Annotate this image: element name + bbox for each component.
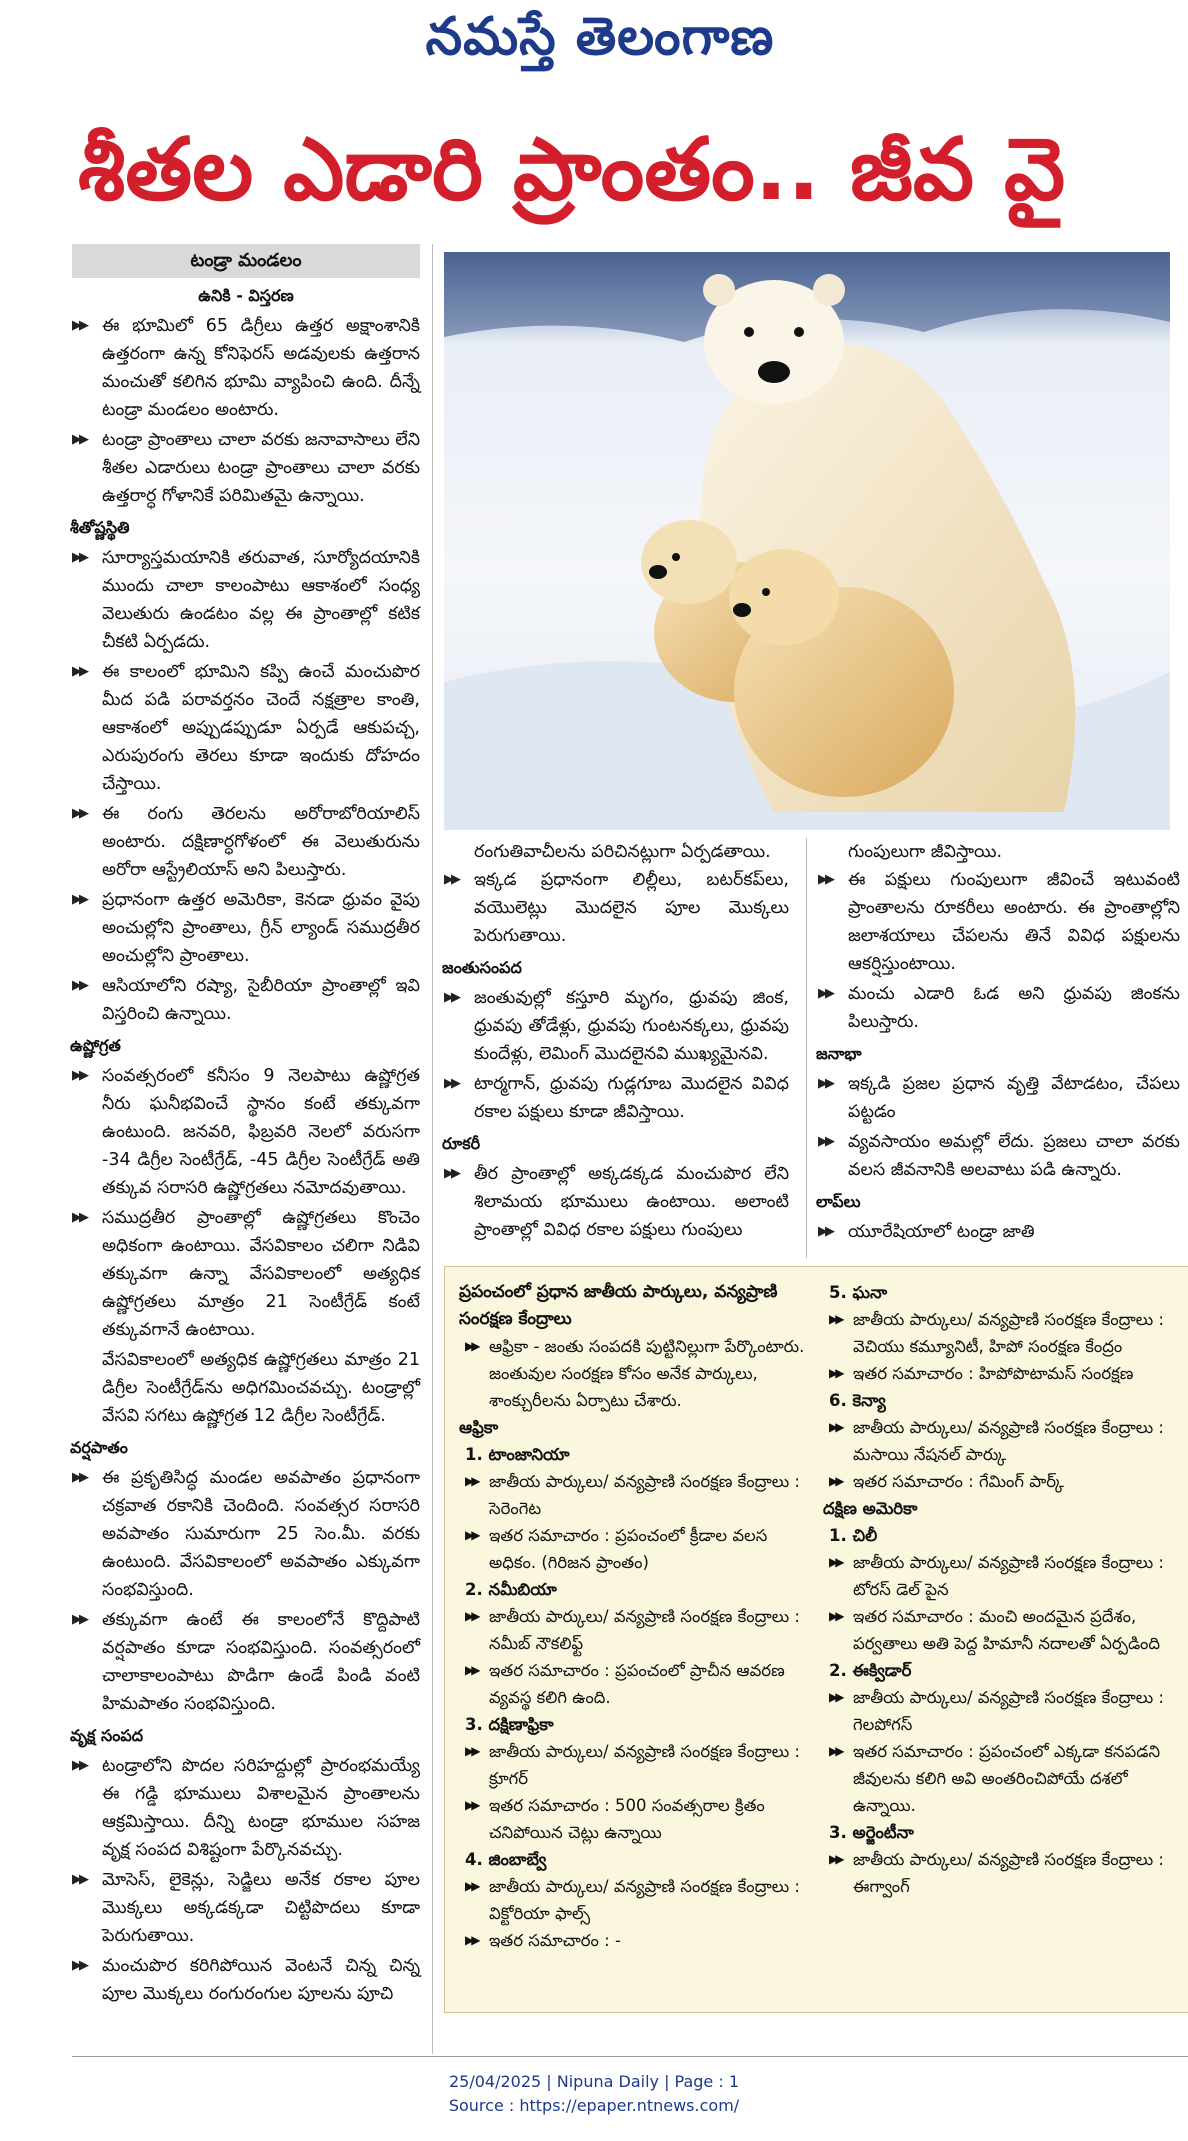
bullet-paragraph: ▶▶ ఇక్కడి ప్రజల ప్రధాన వృత్తి వేటాడటం, చేపలు పట్టడం bbox=[818, 1070, 1180, 1126]
bullet-paragraph: ▶▶ మంచుపొర కరిగిపోయిన వెంటనే చిన్న చిన్న పూల మొక్కలు రంగురంగుల పూలను పూచి bbox=[72, 1952, 420, 2008]
subheading: జనాభా bbox=[816, 1044, 862, 1063]
double-arrow-icon: ▶▶ bbox=[829, 1609, 842, 1623]
double-arrow-icon: ▶▶ bbox=[72, 1210, 86, 1225]
double-arrow-icon: ▶▶ bbox=[829, 1690, 842, 1704]
paragraph: రంగుతివాచీలను పరిచినట్లుగా ఏర్పడతాయి. bbox=[474, 842, 771, 862]
double-arrow-icon: ▶▶ bbox=[465, 1798, 478, 1812]
article-column-3 bbox=[818, 838, 1180, 1248]
double-arrow-icon: ▶▶ bbox=[72, 1958, 86, 1973]
bullet-paragraph: ▶▶ ఆసియాలోని రష్యా, సైబీరియా ప్రాంతాల్లో ఇవి విస్తరించి ఉన్నాయి. bbox=[72, 972, 420, 1028]
masthead-logo: నమస్తే తెలంగాణ bbox=[425, 6, 775, 67]
bullet-paragraph: ▶▶ జాతీయ పార్కులు/ వన్యప్రాణి సంరక్షణ కేంద్రాలు : మసాయి నేషనల్ పార్కు bbox=[823, 1414, 1175, 1468]
double-arrow-icon: ▶▶ bbox=[465, 1879, 478, 1893]
double-arrow-icon: ▶▶ bbox=[818, 872, 832, 887]
section-title: టండ్రా మండలం bbox=[72, 244, 420, 278]
bullet-paragraph: ▶▶ ఇతర సమాచారం : గేమింగ్ పార్క్ bbox=[823, 1468, 1175, 1495]
bullet-paragraph: ▶▶ సముద్రతీర ప్రాంతాల్లో ఉష్ణోగ్రతలు కొంచెం అధికంగా ఉంటాయి. వేసవికాలం చలిగా నిడివి తక్కువగా ఉన్నా వేసవికాలంలో అత్యధిక ఉష్ణోగ్రతలు మాత్రం 21 సెంటీగ్రేడ్ కంటే తక్కువగానే ఉంటాయి. bbox=[72, 1204, 420, 1344]
double-arrow-icon: ▶▶ bbox=[72, 432, 86, 447]
bullet-paragraph: ▶▶ టార్మగాన్, ధ్రువపు గుడ్లగూబ మొదలైన వివిధ రకాల పక్షులు కూడా జీవిస్తాయి. bbox=[444, 1070, 789, 1126]
double-arrow-icon: ▶▶ bbox=[818, 986, 832, 1001]
bullet-paragraph: ▶▶ ఈ పక్షులు గుంపులుగా జీవించే ఇటువంటి ప్రాంతాలను రూకరీలు అంటారు. ఈ ప్రాంతాల్లోని జలాశయాలు చేపలను తినే వివిధ పక్షులను ఆకర్షిస్తుంటాయి. bbox=[818, 866, 1180, 978]
footer-source-link[interactable]: Source : https://epaper.ntnews.com/ bbox=[448, 2096, 740, 2115]
subheading: ఉష్ణోగ్రత bbox=[70, 1036, 121, 1055]
subheading: ఉనికి - విస్తరణ bbox=[198, 286, 294, 305]
subheading: శీతోష్ణస్థితి bbox=[70, 518, 130, 537]
subheading: లాప్‌లు bbox=[816, 1192, 861, 1211]
double-arrow-icon: ▶▶ bbox=[829, 1312, 842, 1326]
double-arrow-icon: ▶▶ bbox=[72, 318, 86, 333]
double-arrow-icon: ▶▶ bbox=[444, 872, 458, 887]
country-heading: 5. ఘనా bbox=[829, 1283, 888, 1302]
column-divider bbox=[432, 244, 433, 2054]
bullet-paragraph: ▶▶ ఆఫ్రికా - జంతు సంపదకి పుట్టినిల్లుగా పేర్కొంటారు. జంతువుల సంరక్షణ కోసం అనేక పార్కులు, శాంక్చురీలను ఏర్పాటు చేశారు. bbox=[459, 1333, 811, 1414]
double-arrow-icon: ▶▶ bbox=[818, 1134, 832, 1149]
region-heading: ఆఫ్రికా bbox=[459, 1418, 499, 1437]
bullet-paragraph: ▶▶ ఇతర సమాచారం : - bbox=[459, 1927, 811, 1954]
bullet-paragraph: ▶▶ జాతీయ పార్కులు/ వన్యప్రాణి సంరక్షణ కేంద్రాలు : నమీబ్ నౌకలిఫ్ట్ bbox=[459, 1603, 811, 1657]
bullet-paragraph: ▶▶ సంవత్సరంలో కనీసం 9 నెలపాటు ఉష్ణోగ్రత నీరు ఘనీభవించే స్థానం కంటే తక్కువగా ఉంటుంది. జనవరి, ఫిబ్రవరి నెలలో వరుసగా -34 డిగ్రీల సెంటీగ్రేడ్, -45 డిగ్రీల సెంటీగ్రేడ్ అతి తక్కువ సరాసరి ఉష్ణోగ్రతలు నమోదవుతాయి. bbox=[72, 1062, 420, 1202]
country-heading: 2. నమీబియా bbox=[465, 1580, 557, 1599]
double-arrow-icon: ▶▶ bbox=[829, 1366, 842, 1380]
article-column-2 bbox=[444, 838, 789, 1246]
double-arrow-icon: ▶▶ bbox=[72, 892, 86, 907]
bullet-paragraph: ▶▶ జాతీయ పార్కులు/ వన్యప్రాణి సంరక్షణ కేంద్రాలు : సెరెంగెట bbox=[459, 1468, 811, 1522]
double-arrow-icon: ▶▶ bbox=[72, 1068, 86, 1083]
double-arrow-icon: ▶▶ bbox=[444, 1166, 458, 1181]
bullet-paragraph: ▶▶ జాతీయ పార్కులు/ వన్యప్రాణి సంరక్షణ కేంద్రాలు : విక్టోరియా ఫాల్స్ bbox=[459, 1873, 811, 1927]
info-box-title: ప్రపంచంలో ప్రధాన జాతీయ పార్కులు, వన్యప్రాణి సంరక్షణ కేంద్రాలు bbox=[459, 1282, 778, 1329]
footer-divider bbox=[72, 2056, 1188, 2057]
bullet-paragraph: ▶▶ ఇక్కడ ప్రధానంగా లిల్లీలు, బటర్‌కప్‌లు, వయొలెట్లు మొదలైన పూల మొక్కలు పెరుగుతాయి. bbox=[444, 866, 789, 950]
double-arrow-icon: ▶▶ bbox=[72, 1612, 86, 1627]
double-arrow-icon: ▶▶ bbox=[829, 1474, 842, 1488]
country-heading: 1. టాంజానియా bbox=[465, 1445, 570, 1464]
bullet-paragraph: ▶▶ సూర్యాస్తమయానికి తరువాత, సూర్యోదయానికి ముందు చాలా కాలంపాటు ఆకాశంలో సంధ్య వెలుతురు ఉండటం వల్ల ఈ ప్రాంతాల్లో కటిక చీకటి ఏర్పడదు. bbox=[72, 544, 420, 656]
double-arrow-icon: ▶▶ bbox=[465, 1609, 478, 1623]
double-arrow-icon: ▶▶ bbox=[444, 990, 458, 1005]
bullet-paragraph: ▶▶ ఈ భూమిలో 65 డిగ్రీలు ఉత్తర అక్షాంశానికి ఉత్తరంగా ఉన్న కోనిఫెరస్ అడవులకు ఉత్తరాన మంచుతో కలిగిన భూమి వ్యాపించి ఉంది. దీన్నే టండ్రా మండలం అంటారు. bbox=[72, 312, 420, 424]
subheading: వృక్ష సంపద bbox=[70, 1726, 143, 1745]
double-arrow-icon: ▶▶ bbox=[72, 1758, 86, 1773]
bullet-paragraph: ▶▶ జంతువుల్లో కస్తూరి మృగం, ధ్రువపు జింక, ధ్రువపు తోడేళ్లు, ధ్రువపు గుంటనక్కలు, ధ్రువపు కుందేళ్లు, లెమింగ్ మొదలైనవి ముఖ్యమైనవి. bbox=[444, 984, 789, 1068]
double-arrow-icon: ▶▶ bbox=[829, 1744, 842, 1758]
bullet-paragraph: ▶▶ మంచు ఎడారి ఓడ అని ధ్రువపు జింకను పిలుస్తారు. bbox=[818, 980, 1180, 1036]
bullet-paragraph: ▶▶ జాతీయ పార్కులు/ వన్యప్రాణి సంరక్షణ కేంద్రాలు : టోరస్ డెల్ పైన bbox=[823, 1549, 1175, 1603]
bullet-paragraph: ▶▶ జాతీయ పార్కులు/ వన్యప్రాణి సంరక్షణ కేంద్రాలు : ఈగ్వాంగ్ bbox=[823, 1846, 1175, 1900]
double-arrow-icon: ▶▶ bbox=[829, 1555, 842, 1569]
bullet-paragraph: ▶▶ జాతీయ పార్కులు/ వన్యప్రాణి సంరక్షణ కేంద్రాలు : క్రూగర్ bbox=[459, 1738, 811, 1792]
subheading: వర్షపాతం bbox=[70, 1438, 128, 1457]
double-arrow-icon: ▶▶ bbox=[444, 1076, 458, 1091]
info-box-column-1 bbox=[459, 1279, 811, 1954]
page-headline: శీతల ఎడారి ప్రాంతం.. జీవ వై bbox=[78, 120, 1066, 220]
info-box-national-parks bbox=[444, 1266, 1188, 2013]
country-heading: 2. ఈక్విడార్ bbox=[829, 1661, 912, 1680]
subheading: జంతుసంపద bbox=[442, 958, 522, 977]
article-column-1 bbox=[72, 244, 420, 2010]
paragraph: వేసవికాలంలో అత్యధిక ఉష్ణోగ్రతలు మాత్రం 21 డిగ్రీల సెంటీగ్రేడ్‌ను అధిగమించవచ్చు. టండ్రాల్లో వేసవి సగటు ఉష్ణోగ్రత 12 డిగ్రీల సెంటీగ్రేడ్. bbox=[102, 1350, 420, 1426]
footer-page-info: 25/04/2025 | Nipuna Daily | Page : 1 bbox=[448, 2072, 740, 2091]
double-arrow-icon: ▶▶ bbox=[465, 1744, 478, 1758]
bullet-paragraph: ▶▶ ఇతర సమాచారం : ప్రపంచంలో ప్రాచీన ఆవరణ వ్యవస్థ కలిగి ఉంది. bbox=[459, 1657, 811, 1711]
double-arrow-icon: ▶▶ bbox=[465, 1339, 478, 1353]
country-heading: 3. దక్షిణాఫ్రికా bbox=[465, 1715, 554, 1734]
bullet-paragraph: ▶▶ తీర ప్రాంతాల్లో అక్కడక్కడ మంచుపొర లేని శిలామయ భూములు ఉంటాయి. అలాంటి ప్రాంతాల్లో వివిధ రకాల పక్షులు గుంపులు bbox=[444, 1160, 789, 1244]
column-divider bbox=[806, 838, 807, 1258]
double-arrow-icon: ▶▶ bbox=[72, 978, 86, 993]
bullet-paragraph: ▶▶ తక్కువగా ఉంటే ఈ కాలంలోనే కొద్దిపాటి వర్షపాతం కూడా సంభవిస్తుంది. సంవత్సరంలో చాలాకాలంపాటు పొడిగా ఉండే పిండి వంటి హిమపాతం సంభవిస్తుంది. bbox=[72, 1606, 420, 1718]
country-heading: 3. అర్జెంటీనా bbox=[829, 1823, 914, 1842]
double-arrow-icon: ▶▶ bbox=[465, 1933, 478, 1947]
double-arrow-icon: ▶▶ bbox=[72, 550, 86, 565]
bullet-paragraph: ▶▶ వ్యవసాయం అమల్లో లేదు. ప్రజలు చాలా వరకు వలస జీవనానికి అలవాటు పడి ఉన్నారు. bbox=[818, 1128, 1180, 1184]
paragraph: గుంపులుగా జీవిస్తాయి. bbox=[848, 842, 1003, 862]
bullet-paragraph: ▶▶ ఇతర సమాచారం : మంచి అందమైన ప్రదేశం, పర్వతాలు అతి పెద్ద హిమానీ నదాలతో ఏర్పడింది bbox=[823, 1603, 1175, 1657]
double-arrow-icon: ▶▶ bbox=[465, 1528, 478, 1542]
polar-bear-illustration bbox=[444, 252, 1170, 830]
country-heading: 4. జింబాబ్వే bbox=[465, 1850, 547, 1869]
double-arrow-icon: ▶▶ bbox=[829, 1420, 842, 1434]
bullet-paragraph: ▶▶ ఈ కాలంలో భూమిని కప్పి ఉంచే మంచుపొర మీద పడి పరావర్తనం చెందే నక్షత్రాల కాంతి, ఆకాశంలో అప్పుడప్పుడూ ఏర్పడే ఆకుపచ్చ, ఎరుపురంగు తెరలు కూడా ఇందుకు దోహదం చేస్తాయి. bbox=[72, 658, 420, 798]
bullet-paragraph: ▶▶ ప్రధానంగా ఉత్తర అమెరికా, కెనడా ధ్రువం వైపు అంచుల్లోని ప్రాంతాలు, గ్రీన్ ల్యాండ్ సముద్రతీర అంచుల్లోని ప్రాంతాలు. bbox=[72, 886, 420, 970]
country-heading: 1. చిలీ bbox=[829, 1526, 878, 1545]
bullet-paragraph: ▶▶ ఇతర సమాచారం : ప్రపంచంలో ఎక్కడా కనపడని జీవులను కలిగి అవి అంతరించిపోయే దశలో ఉన్నాయి. bbox=[823, 1738, 1175, 1819]
double-arrow-icon: ▶▶ bbox=[72, 664, 86, 679]
double-arrow-icon: ▶▶ bbox=[72, 1872, 86, 1887]
bullet-paragraph: ▶▶ ఇతర సమాచారం : 500 సంవత్సరాల క్రితం చనిపోయిన చెట్లు ఉన్నాయి bbox=[459, 1792, 811, 1846]
double-arrow-icon: ▶▶ bbox=[829, 1852, 842, 1866]
bullet-paragraph: ▶▶ ఈ రంగు తెరలను అరోరాబోరియాలిస్ అంటారు. దక్షిణార్ధగోళంలో ఈ వెలుతురును అరోరా ఆస్ట్రేలియాస్ అని పిలుస్తారు. bbox=[72, 800, 420, 884]
bullet-paragraph: ▶▶ ఇతర సమాచారం : హిపోపొటామస్ సంరక్షణ bbox=[823, 1360, 1175, 1387]
bullet-paragraph: ▶▶ ఇతర సమాచారం : ప్రపంచంలో క్రీడాల వలస అధికం. (గిరిజన ప్రాంతం) bbox=[459, 1522, 811, 1576]
double-arrow-icon: ▶▶ bbox=[465, 1474, 478, 1488]
polar-bear-photo bbox=[444, 252, 1170, 830]
bullet-paragraph: ▶▶ టండ్రా ప్రాంతాలు చాలా వరకు జనావాసాలు లేని శీతల ఎడారులు టండ్రా ప్రాంతాలు చాలా వరకు ఉత్తరార్ధ గోళానికే పరిమితమై ఉన్నాయి. bbox=[72, 426, 420, 510]
bullet-paragraph: ▶▶ యూరేషియాలో టండ్రా జాతి bbox=[818, 1218, 1180, 1246]
double-arrow-icon: ▶▶ bbox=[465, 1663, 478, 1677]
bullet-paragraph: ▶▶ మోసెస్, లైకెన్లు, సెడ్జిలు అనేక రకాల పూల మొక్కలు అక్కడక్కడా చిట్టిపొదలు కూడా పెరుగుతాయి. bbox=[72, 1866, 420, 1950]
bullet-paragraph: ▶▶ టండ్రాలోని పొదల సరిహద్దుల్లో ప్రారంభమయ్యే ఈ గడ్డి భూములు విశాలమైన ప్రాంతాలను ఆక్రమిస్తాయి. దీన్ని టండ్రా భూముల సహజ వృక్ష సంపద విశిష్టంగా పేర్కొనవచ్చు. bbox=[72, 1752, 420, 1864]
subheading: రూకరీ bbox=[442, 1134, 481, 1153]
region-heading: దక్షిణ అమెరికా bbox=[823, 1499, 918, 1518]
bullet-paragraph: ▶▶ జాతీయ పార్కులు/ వన్యప్రాణి సంరక్షణ కేంద్రాలు : గెలపోగస్ bbox=[823, 1684, 1175, 1738]
info-box-column-2 bbox=[823, 1279, 1175, 1900]
double-arrow-icon: ▶▶ bbox=[818, 1224, 832, 1239]
double-arrow-icon: ▶▶ bbox=[818, 1076, 832, 1091]
double-arrow-icon: ▶▶ bbox=[72, 1470, 86, 1485]
bullet-paragraph: ▶▶ ఈ ప్రకృతిసిద్ధ మండల అవపాతం ప్రధానంగా చక్రవాత రకానికి చెందింది. సంవత్సర సరాసరి అవపాతం సుమారుగా 25 సెం.మీ. వరకు ఉంటుంది. వేసవికాలంలో అవపాతం ఎక్కువగా సంభవిస్తుంది. bbox=[72, 1464, 420, 1604]
bullet-paragraph: ▶▶ జాతీయ పార్కులు/ వన్యప్రాణి సంరక్షణ కేంద్రాలు : వెచియు కమ్యూనిటీ, హిపో సంరక్షణ కేంద్రం bbox=[823, 1306, 1175, 1360]
country-heading: 6. కెన్యా bbox=[829, 1391, 886, 1410]
double-arrow-icon: ▶▶ bbox=[72, 806, 86, 821]
footer bbox=[0, 2070, 1188, 2118]
